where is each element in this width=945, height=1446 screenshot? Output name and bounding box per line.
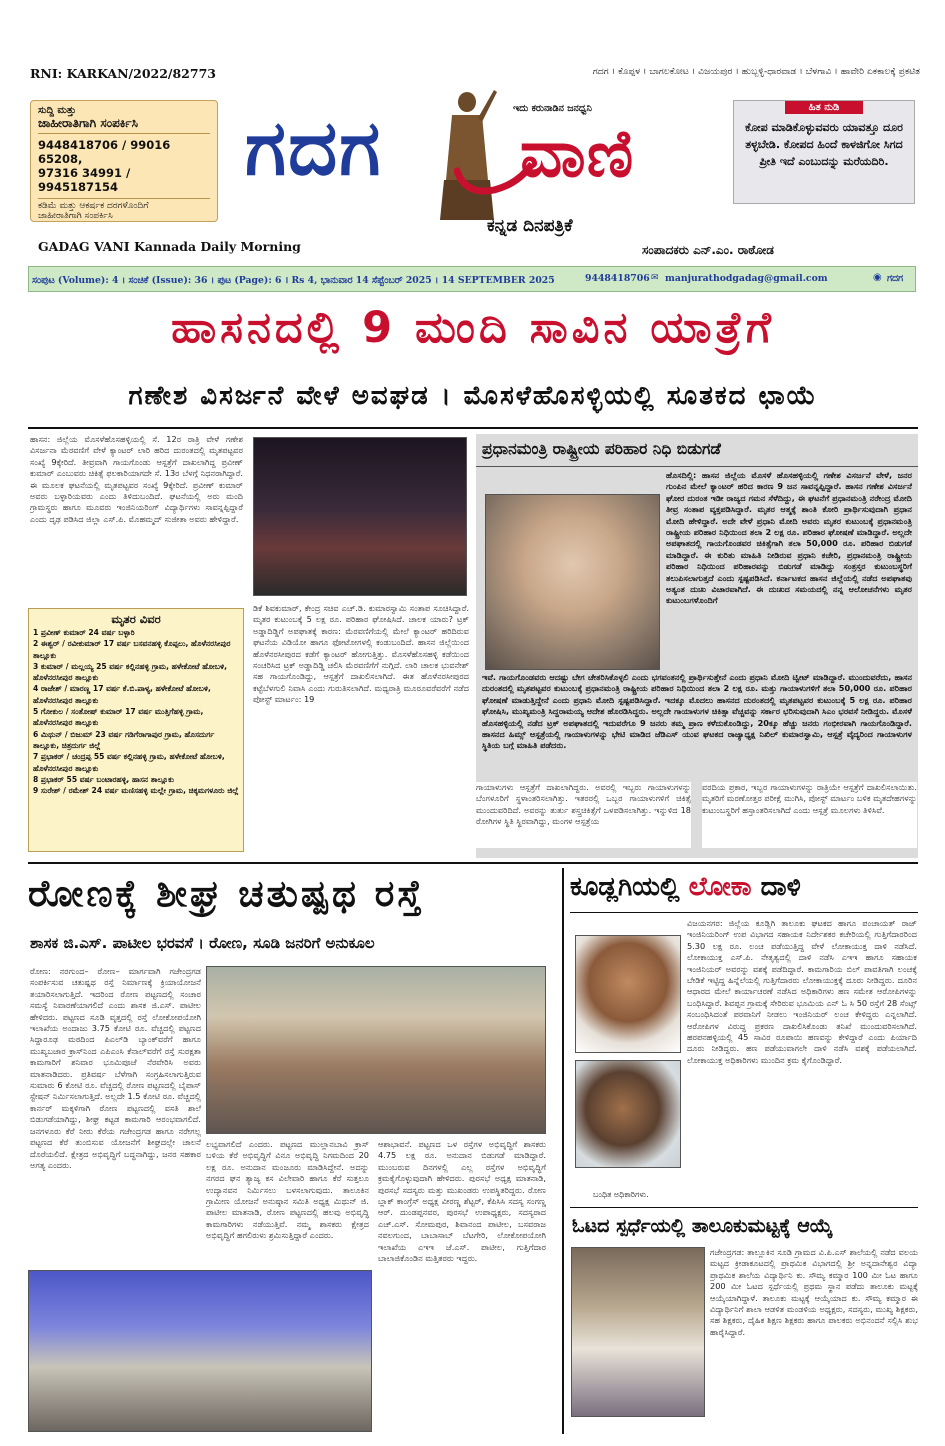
divider xyxy=(570,912,918,913)
ad-phones-2: 97316 34991 / 9945187154 xyxy=(38,166,131,194)
districts-line: ಗದಗ । ಕೊಪ್ಪಳ । ಬಾಗಲಕೋಟ । ವಿಜಯಪುರ । ಹುಬ್ಬಳ್ಳಿ-ಧಾರವಾಡ । ಬೆಳಗಾವಿ । ಹಾವೇರಿ ಏಕಕಾಲಕ್ಕೆ ಪ್ರಕಟಿತ xyxy=(592,66,920,77)
pm-body-full: ಇವೆ. ಗಾಯಗೊಂಡವರು ಆದಷ್ಟು ಬೇಗ ಚೇತರಿಸಿಕೊಳ್ಳಲಿ ಎಂದು ಭಗವಂತನಲ್ಲಿ ಪ್ರಾರ್ಥಿಸುತ್ತೇನೆ ಎಂದು ಪ್ರಧಾನಿ ಮೋದಿ ಟ್ವೀಟ್ ಮಾಡಿದ್ದಾರೆ. ಮುಂದುವರೆದು, ಹಾಸನ ದುರಂತದಲ್ಲಿ ಮೃತಪಟ್ಟವರ ಕುಟುಂಬಕ್ಕೆ ಪ್ರಧಾನಮಂತ್ರಿ ರಾಷ್ಟ್ರೀಯ ಪರಿಹಾರ ನಿಧಿಯಿಂದ ತಲಾ 2 ಲಕ್ಷ ರೂ. ಮತ್ತು ಗಾಯಾಳುಗಳಿಗೆ ತಲಾ 50,000 ರೂ. ಪರಿಹಾರ ಘೋಷಣೆ ಮಾಡುತ್ತಿದ್ದೇನೆ ಎಂದು ಪ್ರಧಾನಿ ಮೋದಿ ಸ್ಪಷ್ಟಪಡಿಸಿದ್ದಾರೆ. ಇದಕ್ಕೂ ಮೊದಲು ಹಾಸನದ ದುರಂತದಲ್ಲಿ ಮೃತಪಟ್ಟವರ ಕುಟುಂಬಕ್ಕೆ 5 ಲಕ್ಷ ರೂ. ಪರಿಹಾರ ಘೋಷಿಸಿ, ಮುಖ್ಯಮಂತ್ರಿ ಸಿದ್ದರಾಮಯ್ಯ ಆದೇಶ ಹೊರಡಿಸಿದ್ದರು. ಅಲ್ಲದೇ ಗಾಯಾಳುಗಳ ಚಿಕಿತ್ಸಾ ವೆಚ್ಚವನ್ನು ಸರ್ಕಾರ ಭರಿಸುವುದಾಗಿ ಸಿಎಂ ಭರವಸೆ ನೀಡಿದ್ದರು. ಮೊಸಳೆ ಹೊಸಹಳ್ಳಿಯಲ್ಲಿ ನಡೆದ ಟ್ರಕ್ ಅಪಘಾತದಲ್ಲಿ ಇದುವರೆಗೂ 9 ಜನರು ತಮ್ಮ ಪ್ರಾಣ ಕಳೆದುಕೊಂಡಿದ್ದು, 20ಕ್ಕೂ ಹೆಚ್ಚು ಜನರು ಗಂಭೀರವಾಗಿ ಗಾಯಗೊಂಡಿದ್ದಾರೆ. ಹಾಸನದ ಹಿಮ್ಸ್ ಆಸ್ಪತ್ರೆಯಲ್ಲಿ ಗಾಯಾಳುಗಳನ್ನು ಭೇಟಿ ಮಾಡಿದ ಜೆಡಿಎಸ್ ಯುವ ಘಟಕದ ರಾಜ್ಯಾಧ್ಯಕ್ಷ ನಿಖಿಲ್ ಕುಮಾರಸ್ವಾಮಿ, ಆಸ್ಪತ್ರೆ ವೈದ್ಯರಿಂದ ಗಾಯಾಳುಗಳ ಸ್ಥಿತಿಯ ಬಗ್ಗೆ ಮಾಹಿತಿ ಪಡೆದರು. xyxy=(482,672,912,751)
logo-swoosh xyxy=(454,158,536,198)
rona-body-column-1: ರೋಣ: ನರಗುಂದ– ರೋಣ– ಮಾರ್ಗವಾಗಿ ಗಜೇಂದ್ರಗಡ ಸಂಪರ್ಕಿಸುವ ಚತುಷ್ಪಥ ರಸ್ತೆ ನಿರ್ಮಾಣಕ್ಕೆ ಕ್ರಿಯಾಯೋಜನೆ ತಯಾರಿಸಲಾಗುತ್ತಿದೆ. ಇದರಿಂದ ರೋಣ ಪಟ್ಟಣದಲ್ಲಿ ಸಂಚಾರ ಸಮಸ್ಯೆ ನಿವಾರಣೆಯಾಗಲಿದೆ ಎಂದು ಶಾಸಕ ಜಿ.ಎಸ್. ಪಾಟೀಲ ಹೇಳಿದರು. ಪಟ್ಟಣದ ಸೂಡಿ ವೃತ್ತದಲ್ಲಿ ರಸ್ತೆ ಲೋಕೋಪಯೋಗಿ ಇಲಾಖೆಯ ಅಂದಾಜು 3.75 ಕೋಟಿ ರೂ. ವೆಚ್ಚದಲ್ಲಿ ಪಟ್ಟಣದ ಸಿದ್ದಾರೂಢ ಮಠದಿಂದ ಪಿಎಲ್‌ಡಿ ಬ್ಯಾಂಕ್‌ವರೆಗೆ ಹಾಗೂ ಮುಖ್ಯಬಜಾರ ಕ್ರಾಸ್‌ನಿಂದ ಎಪಿಎಂಸಿ ಕೆನಾಲ್‌ವರೆಗೆ ರಸ್ತೆ ಸುರಕ್ಷತಾ ಕಾಮಗಾರಿಗೆ ಶನಿವಾರ ಭೂಮಿಪೂಜೆ ನೆರವೇರಿಸಿ ಅವರು ಮಾತನಾಡಿದರು. ಪ್ರತಿವರ್ಷ ಬೆಳೆಗಾಗಿ ಸಂಗ್ರಹಿಸಲಾಗುತ್ತಿರುವ ಸುಮಾರು 6 ಕೋಟಿ ರೂ. ವೆಚ್ಚದಲ್ಲಿ ರೋಣ ಪಟ್ಟಣದಲ್ಲಿ ಬೈಪಾಸ್ ಸ್ಟೇಷನ್ ನಿರ್ಮಿಸಲಾಗುತ್ತಿದೆ. ಅಲ್ಲದೇ 1.5 ಕೋಟಿ ರೂ. ವೆಚ್ಚದಲ್ಲಿ ಕಾರ್ನರ್ ಮಕ್ಕಳಿಗಾಗಿ ರೋಣ ಪಟ್ಟಣದಲ್ಲಿ ವಸತಿ ಶಾಲೆ ಬಿಡುಗಡೆಯಾಗಿದ್ದು, ಶೀಘ್ರ ಕಟ್ಟಡ ಕಾಮಗಾರಿ ಆರಂಭವಾಗಲಿದೆ. ಜನಗಳೂರು ಕೆರೆ ನೀರು ಕೆರೆಯ ಗಜೇಂದ್ರಗಡ ಹಾಗೂ ನರೇಗಲ್ಲ ಪಟ್ಟಣದ ಕೆರೆ ತುಂಬಿಸುವ ಯೋಜನೆಗೆ ಶೀಘ್ರದಲ್ಲೇ ಚಾಲನೆ ದೊರೆಯಲಿದೆ. ಕ್ಷೇತ್ರದ ಅಭಿವೃದ್ಧಿಗೆ ಬದ್ಧನಾಗಿದ್ದು, ಜನರ ಸಹಕಾರ ಅಗತ್ಯ ಎಂದರು. xyxy=(30,966,201,1170)
kudligi-body: ವಿಜಯನಗರ: ಜಿಲ್ಲೆಯ ಕೂಡ್ಲಿಗಿ ತಾಲೂಕು ಘಟಕದ ಹಾಗೂ ಪಂಚಾಯತ್ ರಾಜ್ ಇಂಜಿನಿಯರಿಂಗ್ ಉಪ ವಿಭಾಗದ ಸಹಾಯಕ ನಿರ್ದೇಶಕರ ಕಚೇರಿಯಲ್ಲಿ ಗುತ್ತಿಗೆದಾರರಿಂದ 5.30 ಲಕ್ಷ ರೂ. ಲಂಚ ಪಡೆಯುತ್ತಿದ್ದ ವೇಳೆ ಲೋಕಾಯುಕ್ತ ದಾಳಿ ನಡೆಸಿದೆ. ಲೋಕಾಯುಕ್ತ ಎಸ್.ಪಿ. ನೇತೃತ್ವದಲ್ಲಿ ದಾಳಿ ನಡೆಸಿ ಎಇಇ ಹಾಗೂ ಸಹಾಯಕ ಇಂಜಿನಿಯರ್ ಅವರನ್ನು ವಶಕ್ಕೆ ಪಡೆದಿದ್ದಾರೆ. ಕಾಮಗಾರಿಯ ಬಿಲ್ ಪಾವತಿಗಾಗಿ ಲಂಚಕ್ಕೆ ಬೇಡಿಕೆ ಇಟ್ಟಿದ್ದ ಹಿನ್ನೆಲೆಯಲ್ಲಿ ಗುತ್ತಿಗೆದಾರರು ಲೋಕಾಯುಕ್ತಕ್ಕೆ ದೂರು ನೀಡಿದ್ದರು. ದೂರಿನ ಆಧಾರದ ಮೇಲೆ ಕಾರ್ಯಾಚರಣೆ ನಡೆಸಿದ ಅಧಿಕಾರಿಗಳು ಹಣ ಸಮೇತ ಆರೋಪಿಗಳನ್ನು ಬಂಧಿಸಿದ್ದಾರೆ. ಶಿವಪ್ಪನ ಗ್ರಾಮಕ್ಕೆ ಸೇರಿರುವ ಭೂಮಿಯ ಎನ್ ಓ ಸಿ 50 ರಸ್ತೆಗೆ 28 ಸೆಂಟ್ಸ್ ಸಂಬಂಧಿಸಿದಂತೆ ಪರವಾನಿಗೆ ನೀಡಲು ಇಂಜಿನಿಯರ್ ಲಂಚ ಕೇಳಿದ್ದರು ಎನ್ನಲಾಗಿದೆ. ಆರೋಪಿಗಳ ವಿರುದ್ಧ ಪ್ರಕರಣ ದಾಖಲಿಸಿಕೊಂಡು ತನಿಖೆ ಮುಂದುವರಿಸಲಾಗಿದೆ. ಹರಪನಹಳ್ಳಿಯಲ್ಲಿ 45 ಸಾವಿರ ರೂಪಾಯಿ ಹಣವನ್ನು ಕೇಳಿದ್ದಾರೆ ಎಂದು ಪಿರ್ಯಾದಿ ದೂರು ನೀಡಿದ್ದರು. ಹಣ ಪಡೆಯುವಾಗಲೇ ದಾಳಿ ನಡೆಸಿ ವಶಕ್ಕೆ ಪಡೆಯಲಾಗಿದೆ. ಲೋಕಾಯುಕ್ತ ಅಧಿಕಾರಿಗಳು ಮುಂದಿನ ಕ್ರಮ ಕೈಗೊಂಡಿದ್ದಾರೆ. xyxy=(687,918,917,1065)
kudligi-photo-2 xyxy=(575,1060,681,1168)
race-body: ಗಜೇಂದ್ರಗಡ: ತಾಲ್ಲೂಕಿನ ಸೂಡಿ ಗ್ರಾಮದ ವಿ.ಪಿ.ಎಸ್ ಶಾಲೆಯಲ್ಲಿ ನಡೆದ ವಲಯ ಮಟ್ಟದ ಕ್ರೀಡಾಕೂಟದಲ್ಲಿ ಪ್ರಾಥಮಿಕ ವಿಭಾಗದಲ್ಲಿ ಶ್ರೀ ಅನ್ನದಾನೇಶ್ವರ ವಿದ್ಯಾ ಪ್ರಾಥಮಿಕ ಶಾಲೆಯ ವಿದ್ಯಾರ್ಥಿನಿ ಕು. ಸೌಮ್ಯ ಕಮ್ಮಾರ 100 ಮೀ ಓಟ ಹಾಗೂ 200 ಮೀ ಓಟದ ಸ್ಪರ್ಧೆಯಲ್ಲಿ ಪ್ರಥಮ ಸ್ಥಾನ ಪಡೆದು ತಾಲೂಕು ಮಟ್ಟಕ್ಕೆ ಆಯ್ಕೆಯಾಗಿದ್ದಾಳೆ. ತಾಲೂಕು ಮಟ್ಟಕ್ಕೆ ಆಯ್ಕೆಯಾದ ಕು. ಸೌಮ್ಯ ಕಮ್ಮಾರ ಈ ವಿದ್ಯಾರ್ಥಿನಿಗೆ ಶಾಲಾ ಆಡಳಿತ ಮಂಡಳಿಯ ಅಧ್ಯಕ್ಷರು, ಸದಸ್ಯರು, ಮುಖ್ಯ ಶಿಕ್ಷಕರು, ಸಹ ಶಿಕ್ಷಕರು, ದೈಹಿಕ ಶಿಕ್ಷಣ ಶಿಕ್ಷಕರು ಹಾಗೂ ಪಾಲಕರು ಅಭಿನಂದನೆ ಸಲ್ಲಿಸಿ ಶುಭ ಹಾರೈಸಿದ್ದಾರೆ. xyxy=(710,1247,918,1337)
divider xyxy=(570,1207,918,1208)
ad-line-1: ಸುದ್ದಿ ಮತ್ತು xyxy=(38,105,77,116)
kudligi-photo-1 xyxy=(575,935,681,1053)
rni-number: RNI: KARKAN/2022/82773 xyxy=(30,66,216,81)
victim-row: 4 ರಾಜೇಶ್ / ಮಾರಣ್ಣ 17 ವರ್ಷ ಕೆ.ಬಿ.ಪಾಳ್ಯ, ಹಳೇಕೋಟೆ ಹೋಬಳಿ, ಹೊಳೆನರಸೀಪುರ ತಾಲ್ಲೂಕು xyxy=(33,684,211,705)
location-icon: ◉ xyxy=(873,272,882,283)
advertisement-box xyxy=(30,100,218,222)
editor-name: ಸಂಪಾದಕರು ಎನ್.ಎಂ. ರಾಠೋಡ xyxy=(642,243,774,257)
victim-row: 1 ಪ್ರವೀಣ್ ಕುಮಾರ್ 24 ವರ್ಷ ಬಳ್ಳಾರಿ xyxy=(33,628,135,637)
victim-row: 2 ಈಶ್ವರ್ / ರವೀಕುಮಾರ್ 17 ವರ್ಷ ಬಸವನಹಳ್ಳಿ ಕೊಪ್ಪಲು, ಹೊಳೆನರಸೀಪುರ ತಾಲ್ಲೂಕು xyxy=(33,639,231,660)
rona-photo-banner xyxy=(28,1270,372,1432)
race-headline: ಓಟದ ಸ್ಪರ್ಧೆಯಲ್ಲಿ ತಾಲೂಕುಮಟ್ಟಕ್ಕೆ ಆಯ್ಕೆ xyxy=(572,1215,833,1237)
rona-photo-main xyxy=(206,966,546,1134)
rona-body-column-3: ಆಶಾಭಾವನೆ. ಪಟ್ಟಣದ ಒಳ ರಸ್ತೆಗಳ ಅಭಿವೃದ್ಧಿಗೆ ಶಾಸಕರು 4.75 ಲಕ್ಷ ರೂ. ಅನುದಾನ ಬಿಡುಗಡೆ ಮಾಡಿದ್ದಾರೆ. ಮುಂಬರುವ ದಿನಗಳಲ್ಲಿ ಎಲ್ಲ ರಸ್ತೆಗಳ ಅಭಿವೃದ್ಧಿಗೆ ಕ್ರಮಕೈಗೊಳ್ಳುವುದಾಗಿ ಹೇಳಿದರು. ಪುರಸಭೆ ಅಧ್ಯಕ್ಷ ಮಾತನಾಡಿ, ಪುರಸಭೆ ಸದಸ್ಯರು ಮತ್ತು ಮುಖಂಡರು ಉಪಸ್ಥಿತರಿದ್ದರು. ರೋಣ ಬ್ಲಾಕ್ ಕಾಂಗ್ರೆಸ್ ಅಧ್ಯಕ್ಷ ವೀರಣ್ಣ ಶೆಟ್ಟರ್, ಕೆಪಿಸಿಸಿ ಸದಸ್ಯ ಸಂಗಣ್ಣ ಆರ್. ದುಂಡಪ್ಪನವರ, ಪುರಸಭೆ ಉಪಾಧ್ಯಕ್ಷರು, ಸದಸ್ಯರಾದ ಎಚ್.ಎಸ್. ಸೋಮಪುರ, ಶಿವಾನಂದ ಪಾಟೀಲ, ಬಸವರಾಜ ನವಲಗುಂದ, ಬಾಬಾಸಾಬ್ ಬೆಟಗೇರಿ, ಲೋಕೋಪಯೋಗಿ ಇಲಾಖೆಯ ಎಇಇ ಜೆ.ಎಸ್. ಪಾಟೀಲ, ಗುತ್ತಿಗೆದಾರ ಬಾಲಾಜಿಕೊಂಡಿನ ಮತ್ತಿತರರು ಇದ್ದರು. xyxy=(378,1139,546,1264)
lead-body-column-3: ಗಾಯಾಳುಗಳು ಆಸ್ಪತ್ರೆಗೆ ದಾಖಲಾಗಿದ್ದರು. ಅವರಲ್ಲಿ ಇಬ್ಬರು ಗಾಯಾಳುಗಳನ್ನು ಬೆಂಗಳೂರಿಗೆ ಸ್ಥಳಾಂತರಿಸಲಾಗಿತ್ತು. ಇತರರಲ್ಲಿ ಒಬ್ಬರ ಗಾಯಾಳುಗಳಿಗೆ ಚಿಕಿತ್ಸೆ ಮುಂದುವರಿದಿದೆ. ಅವರನ್ನು ತುರ್ತು ಶಸ್ತ್ರಚಿಕಿತ್ಸೆಗೆ ಒಳಪಡಿಸಲಾಗಿತ್ತು. ಇನ್ನುಳಿದ 18 ರೋಗಿಗಳ ಸ್ಥಿತಿ ಸ್ಥಿರವಾಗಿದ್ದು, ಮಂಗಳ ಆಸ್ಪತ್ರೆಯ xyxy=(476,782,691,848)
lead-headline: ಹಾಸನದಲ್ಲಿ 9 ಮಂದಿ ಸಾವಿನ ಯಾತ್ರೆಗೆ xyxy=(171,303,775,353)
ad-line-2: ಜಾಹೀರಾತಿಗಾಗಿ ಸಂಪರ್ಕಿಸಿ xyxy=(38,116,210,134)
lead-subhead: ಗಣೇಶ ವಿಸರ್ಜನೆ ವೇಳೆ ಅವಘಡ । ಮೊಸಳೆಹೊಸಳ್ಳಿಯಲ್ಲಿ ಸೂತಕದ ಛಾಯೆ xyxy=(128,381,818,411)
divider xyxy=(28,862,918,864)
rona-subhead: ಶಾಸಕ ಜಿ.ಎಸ್. ಪಾಟೀಲ ಭರವಸೆ । ರೋಣ, ಸೂಡಿ ಜನರಿಗೆ ಅನುಕೂಲ xyxy=(30,934,375,952)
race-photo xyxy=(571,1247,705,1417)
victim-row: 7 ಪ್ರಭಾಕರ್ / ಚಂದ್ರಪ್ಪ 55 ವರ್ಷ ಕಲ್ಲಿನಹಳ್ಳಿ ಗ್ರಾಮ, ಹಳೇಕೋಟೆ ಹೋಬಳಿ, ಹೊಳೆನರಸೀಪುರ ತಾಲ್ಲೂಕು xyxy=(33,752,225,773)
victim-row: 8 ಪ್ರಭಾಕರ್ 55 ವರ್ಷ ಬಂಟಾರಹಳ್ಳಿ, ಹಾಸನ ತಾಲ್ಲೂಕು xyxy=(33,774,174,784)
rona-headline: ರೋಣಕ್ಕೆ ಶೀಘ್ರ ಚತುಷ್ಪಥ ರಸ್ತೆ xyxy=(28,872,425,915)
english-name: GADAG VANI Kannada Daily Morning xyxy=(38,239,301,254)
info-bar-issue: ಸಂಪುಟ (Volume): 4 । ಸಂಚಿಕೆ (Issue): 36 । ಪುಟ (Page): 6 । Rs 4, ಭಾನುವಾರ 14 ಸೆಪ್ಟೆಂಬರ್ 2025 । 14 SEPTEMBER 2025 xyxy=(32,275,555,286)
hitha-nudi-text: ಕೋಪ ಮಾಡಿಕೊಳ್ಳುವವರು ಯಾವತ್ತೂ ದೂರ ತಳ್ಳಬೇಡಿ. ಕೋಪದ ಹಿಂದೆ ಕಾಳಜಿಗೋ ಸಿಗದ ಪ್ರೀತಿ ಇದೆ ಎಂಬುದನ್ನು ಮರೆಯದಿರಿ. xyxy=(745,121,903,168)
lead-body-column-4: ವರದಿಯ ಪ್ರಕಾರ, ಇಬ್ಬರ ಗಾಯಾಳುಗಳನ್ನು ರಾತ್ರಿಯೇ ಆಸ್ಪತ್ರೆಗೆ ದಾಖಲಿಸಲಾಯಿತು. ಮೃತರಿಗೆ ಮರಣೋತ್ತರ ಪರೀಕ್ಷೆ ಮುಗಿಸಿ, ಪೋಸ್ಟ್ ಮಾರ್ಟಂ ಬಳಿಕ ಮೃತದೇಹಗಳನ್ನು ಕುಟುಂಬಸ್ಥರಿಗೆ ಹಸ್ತಾಂತರಿಸಲಾಗಿದೆ ಎಂದು ಆಸ್ಪತ್ರೆ ಮೂಲಗಳು ತಿಳಿಸಿವೆ. xyxy=(702,782,917,848)
logo-left-text: ಗದಗ xyxy=(245,103,383,192)
victims-box xyxy=(28,608,244,852)
hitha-nudi-title: ಹಿತ ನುಡಿ xyxy=(785,101,863,114)
victim-row: 5 ಗೋಕುಲ / ಸಂತೋಷ್ ಕುಮಾರ್ 17 ವರ್ಷ ಮುತ್ತಿಗೆಹಳ್ಳಿ ಗ್ರಾಮ, ಹೊಳೆನರಸೀಪುರ ತಾಲ್ಲೂಕು xyxy=(33,707,204,728)
logo-tagline: ಇದು ಕರುನಾಡಿನ ಜನಧ್ವನಿ xyxy=(513,103,592,114)
pm-photo xyxy=(485,494,660,670)
divider xyxy=(28,427,918,429)
kudligi-caption: ಬಂಧಿತ ಅಧಿಕಾರಿಗಳು. xyxy=(593,1190,649,1199)
victim-row: 9 ಸುರೇಶ್ / ರಮೇಶ್ 24 ವರ್ಷ ಮಣಿಸಹಳ್ಳಿ ಮಲ್ಲೇ ಗ್ರಾಮ, ಚಿಕ್ಕಮಗಳೂರು ಜಿಲ್ಲೆ xyxy=(33,786,239,796)
info-bar-email[interactable]: manjurathodgadag@gmail.com xyxy=(665,273,828,284)
paper-subtitle: ಕನ್ನಡ ದಿನಪತ್ರಿಕೆ xyxy=(487,216,573,236)
hitha-nudi-box xyxy=(733,100,915,204)
logo-right-text: ವಾಣಿ xyxy=(520,115,635,192)
victims-title: ಮೃತರ ವಿವರ xyxy=(111,612,161,626)
divider xyxy=(476,466,918,467)
divider xyxy=(562,868,564,1434)
info-bar-place: ಗದಗ xyxy=(887,273,904,284)
info-bar-phone: 9448418706 xyxy=(585,273,650,284)
mail-icon: ✉ xyxy=(651,273,659,283)
pm-relief-headline: ಪ್ರಧಾನಮಂತ್ರಿ ರಾಷ್ಟ್ರೀಯ ಪರಿಹಾರ ನಿಧಿ ಬಿಡುಗಡೆ xyxy=(482,440,721,458)
kudligi-headline-part-3: ದಾಳಿ xyxy=(760,872,801,902)
ad-line-4: ಜಾಹೀರಾತಿಗಾಗಿ ಸಂಪರ್ಕಿಸಿ xyxy=(38,211,113,221)
info-bar xyxy=(28,266,916,292)
ad-phones-1: 9448418706 / 99016 65208, xyxy=(38,138,171,166)
pm-body-side: ಹೊಸದಿಲ್ಲಿ: ಹಾಸನ ಜಿಲ್ಲೆಯ ಮೊಸಳೆ ಹೊಸಹಳ್ಳಿಯಲ್ಲಿ ಗಣೇಶ ವಿಸರ್ಜನೆ ವೇಳೆ, ಜನರ ಗುಂಪಿನ ಮೇಲೆ ಕ್ಯಾಂಟರ್ ಹರಿದ ಕಾರಣ 9 ಜನ ಸಾವನ್ನಪ್ಪಿದ್ದಾರೆ. ಹಾಸನ ಗಣೇಶ ವಿಸರ್ಜನೆ ಘೋರ ದುರಂತ ಇಡೀ ರಾಜ್ಯದ ಗಮನ ಸೆಳೆದಿದ್ದು, ಈ ಘಟನೆಗೆ ಪ್ರಧಾನಮಂತ್ರಿ ನರೇಂದ್ರ ಮೋದಿ ತೀವ್ರ ಸಂತಾಪ ವ್ಯಕ್ತಪಡಿಸಿದ್ದಾರೆ. ಮೃತರ ಆತ್ಮಕ್ಕೆ ಶಾಂತಿ ಕೋರಿ ಪ್ರಾರ್ಥಿಸುವುದಾಗಿ ಪ್ರಧಾನ ಮೋದಿ ಹೇಳಿದ್ದಾರೆ. ಅದೇ ವೇಳೆ ಪ್ರಧಾನಿ ಮೋದಿ ಅವರು ಮೃತರ ಕುಟುಂಬಕ್ಕೆ ಪ್ರಧಾನಮಂತ್ರಿ ರಾಷ್ಟ್ರೀಯ ಪರಿಹಾರ ನಿಧಿಯಿಂದ ತಲಾ 2 ಲಕ್ಷ ರೂ. ಪರಿಹಾರ ಘೋಷಣೆ ಮಾಡಿದ್ದಾರೆ. ಅಲ್ಲದೇ ಅಪಘಾತದಲ್ಲಿ ಗಾಯಗೊಂಡವರ ಚಿಕಿತ್ಸೆಗಾಗಿ ತಲಾ 50,000 ರೂ. ಪರಿಹಾರ ಬಿಡುಗಡೆ ಮಾಡಿದ್ದಾರೆ. ಈ ಕುರಿತು ಮಾಹಿತಿ ನೀಡಿರುವ ಪ್ರಧಾನಿ ಕಚೇರಿ, ಪ್ರಧಾನಮಂತ್ರಿ ರಾಷ್ಟ್ರೀಯ ಪರಿಹಾರ ನಿಧಿಯಿಂದ ಪರಿಹಾರವನ್ನು ಬಿಡುಗಡೆ ಮಾಡಿದ್ದು ಸಂತ್ರಸ್ತರ ಕುಟುಂಬಸ್ಥರಿಗೆ ತಲುಪಿಸಲಾಗುತ್ತದೆ ಎಂದು ಸ್ಪಷ್ಟಪಡಿಸಿದೆ. ಕರ್ನಾಟಕದ ಹಾಸನ ಜಿಲ್ಲೆಯಲ್ಲಿ ನಡೆದ ಅಪಘಾತವು ಅತ್ಯಂತ ದುಃಖ ವಿಚಾರವಾಗಿದೆ. ಈ ದುಃಖದ ಸಮಯದಲ್ಲಿ ನನ್ನ ಆಲೋಚನೆಗಳು ಮೃತರ ಕುಟುಂಬಗಳೊಂದಿಗೆ xyxy=(666,470,912,606)
rona-body-column-2: ಲಭ್ಯವಾಗಲಿದೆ ಎಂದರು. ಪಟ್ಟಣದ ಮುಲ್ಲಾನಬಾವಿ ಕ್ರಾಸ್ ಬಳಿಯ ಕೆರೆ ಅಭಿವೃದ್ಧಿಗೆ ವಿನೂ ಅಭಿವೃದ್ಧಿ ನಿಗಮದಿಂದ 20 ಲಕ್ಷ ರೂ. ಅನುದಾನ ಮಂಜೂರು ಮಾಡಿಸಿದ್ದೇನೆ. ಅದನ್ನು ನಗರದ ಘನ ತ್ಯಾಜ್ಯ ಕಸ ವಿಲೇವಾರಿ ಹಾಗೂ ಕೆರೆ ಸುತ್ತಲೂ ಉದ್ಯಾನವನ ನಿರ್ಮಿಸಲು ಬಳಸಲಾಗುವುದು. ತಾಲೂಕಿನ ಗ್ರಾಮೀಣ ಯೋಜನೆ ಅನುಷ್ಠಾನ ಸಮಿತಿ ಅಧ್ಯಕ್ಷ ಮಿಥುನ್ ಜಿ. ಪಾಟೀಲ ಮಾತನಾಡಿ, ರೋಣ ಪಟ್ಟಣದಲ್ಲಿ ಹಲವು ಅಭಿವೃದ್ಧಿ ಕಾಮಗಾರಿಗಳು ನಡೆಯುತ್ತಿವೆ. ನಮ್ಮ ಶಾಸಕರು ಕ್ಷೇತ್ರದ ಅಭಿವೃದ್ಧಿಗೆ ಹಗಲಿರುಳು ಶ್ರಮಿಸುತ್ತಿದ್ದಾರೆ ಎಂದರು. xyxy=(206,1139,369,1241)
kudligi-headline-part-1: ಕೂಡ್ಲಗಿಯಲ್ಲಿ xyxy=(570,872,680,902)
victim-row: 6 ಮಿಥುನ್ / ಬಿಜುಮ್ 23 ವರ್ಷ ಗಡಿಗೆರಾಗಾಪುರ ಗ್ರಾಮ, ಹೊಸದುರ್ಗ ತಾಲ್ಲೂಕು, ಚಿತ್ರದುರ್ಗ ಜಿಲ್ಲೆ xyxy=(33,729,215,750)
lead-body-column-1: ಹಾಸನ: ಜಿಲ್ಲೆಯ ಮೊಸಳೆಹೊಸಹಳ್ಳಿಯಲ್ಲಿ ಸೆ. 12ರ ರಾತ್ರಿ ವೇಳೆ ಗಣೇಶ ವಿಸರ್ಜನಾ ಮೆರವಣಿಗೆ ವೇಳೆ ಕ್ಯಾಂಟರ್ ಲಾರಿ ಹರಿದ ದುರಂತದಲ್ಲಿ ಮೃತಪಟ್ಟವರ ಸಂಖ್ಯೆ 9ಕ್ಕೇರಿದೆ. ತೀವ್ರವಾಗಿ ಗಾಯಗೊಂಡು ಆಸ್ಪತ್ರೆಗೆ ದಾಖಲಾಗಿದ್ದ ಪ್ರವೀಣ್ ಕುಮಾರ್ ಎಂಬುವರು ಚಿಕಿತ್ಸೆ ಫಲಕಾರಿಯಾಗದೇ ಸೆ. 13ರ ಬೆಳಗ್ಗೆ ನಿಧನರಾಗಿದ್ದಾರೆ. ಈ ಮೂಲಕ ಘಟನೆಯಲ್ಲಿ ಮೃತಪಟ್ಟವರ ಸಂಖ್ಯೆ 9ಕ್ಕೇರಿದೆ. ಪ್ರವೀಣ್ ಕುಮಾರ್ ಅವರು ಬಳ್ಳಾರಿಯವರು ಎಂದು ತಿಳಿದುಬಂದಿದೆ. ಘಟನೆಯಲ್ಲಿ ಅರು ಮಂದಿ ಗ್ರಾಮಸ್ಥರು ಹಾಗೂ ಮೂವರು ಇಂಜಿನಿಯರಿಂಗ್ ವಿದ್ಯಾರ್ಥಿಗಳು ಸಾವನ್ನಪ್ಪಿದ್ದಾರೆ ಎಂದು ದೃಢ ಪಡಿಸಿದ ಜಿಲ್ಲಾ ಎಸ್.ಪಿ. ಮೊಹಮ್ಮದ್ ಸುಜೀತಾ ಅವರು ಹೇಳಿದ್ದಾರೆ. xyxy=(30,434,243,524)
kudligi-headline-part-2: ಲೋಕಾ xyxy=(688,872,752,902)
lead-body-column-2: ಡಿಕೆ ಶಿವಕುಮಾರ್, ಕೇಂದ್ರ ಸಚಿವ ಎಚ್.ಡಿ. ಕುಮಾರಸ್ವಾಮಿ ಸಂತಾಪ ಸೂಚಿಸಿದ್ದಾರೆ. ಮೃತರ ಕುಟುಂಬಕ್ಕೆ 5 ಲಕ್ಷ ರೂ. ಪರಿಹಾರ ಘೋಷಿಸಿದೆ. ಚಾಲಕ ಯಾರು? ಟ್ರಕ್ ಅಡ್ಡಾದಿಡ್ಡಿಗೆ ಅಪಘಾತಕ್ಕೆ ಕಾರಣ: ಮೆರವಣಿಗೆಯಲ್ಲಿ ಮೇಲೆ ಕ್ಯಾಂಟರ್ ಹರಿದಿರುವ ಘಟನೆಯ ವಿಡಿಯೋ ಹಾಗೂ ಫೋಟೋಗಳಲ್ಲಿ ಕಂಡುಬಂದಿದೆ. ಹಾಸನ ಜಿಲ್ಲೆಯಿಂದ ಹೊಳೆನರಸೀಪುರದ ಕಡೆಗೆ ಕ್ಯಾಂಟರ್ ಹೋಗುತ್ತಿತ್ತು. ಮೊಸಳೆಹೊಸಹಳ್ಳಿ ಕಡೆಯಿಂದ ಸಂಚರಿಸಿದ ಟ್ರಕ್ ಅಡ್ಡಾದಿಡ್ಡಿ ಚಲಿಸಿ ಮೆರವಣಿಗೆಗೆ ನುಗ್ಗಿದೆ. ಲಾರಿ ಚಾಲಕ ಭುವನೇಶ್ ಸಹ ಗಾಯಗೊಂಡಿದ್ದು, ಆಸ್ಪತ್ರೆಗೆ ದಾಖಲಿಸಲಾಗಿದೆ. ಈತ ಹೊಳೆನರಸೀಪುರದ ಕಟ್ಟೆಬೆಳಗುಲಿ ನಿವಾಸಿ ಎಂದು ಗುರುತಿಸಲಾಗಿದೆ. ಮಧ್ಯರಾತ್ರಿ ಮೂರೂವರೆವರೆಗೆ ನಡೆದ ಪೋಸ್ಟ್ ಮಾರ್ಟಂ: 19 xyxy=(253,603,469,705)
victim-row: 3 ಕುಮಾರ್ / ಮಲ್ಲಯ್ಯ 25 ವರ್ಷ ಕಲ್ಲಿನಹಳ್ಳಿ ಗ್ರಾಮ, ಹಳೇಕೋಟೆ ಹೋಬಳಿ, ಹೊಳೆನರಸೀಪುರ ತಾಲ್ಲೂಕು xyxy=(33,661,227,683)
lead-photo xyxy=(253,437,467,596)
kudligi-headline xyxy=(570,872,918,903)
ad-line-3: ಕಡಿಮೆ ಮತ್ತು ಆಕರ್ಷಕ ದರಗಳೊಂದಿಗೆ xyxy=(38,198,210,211)
